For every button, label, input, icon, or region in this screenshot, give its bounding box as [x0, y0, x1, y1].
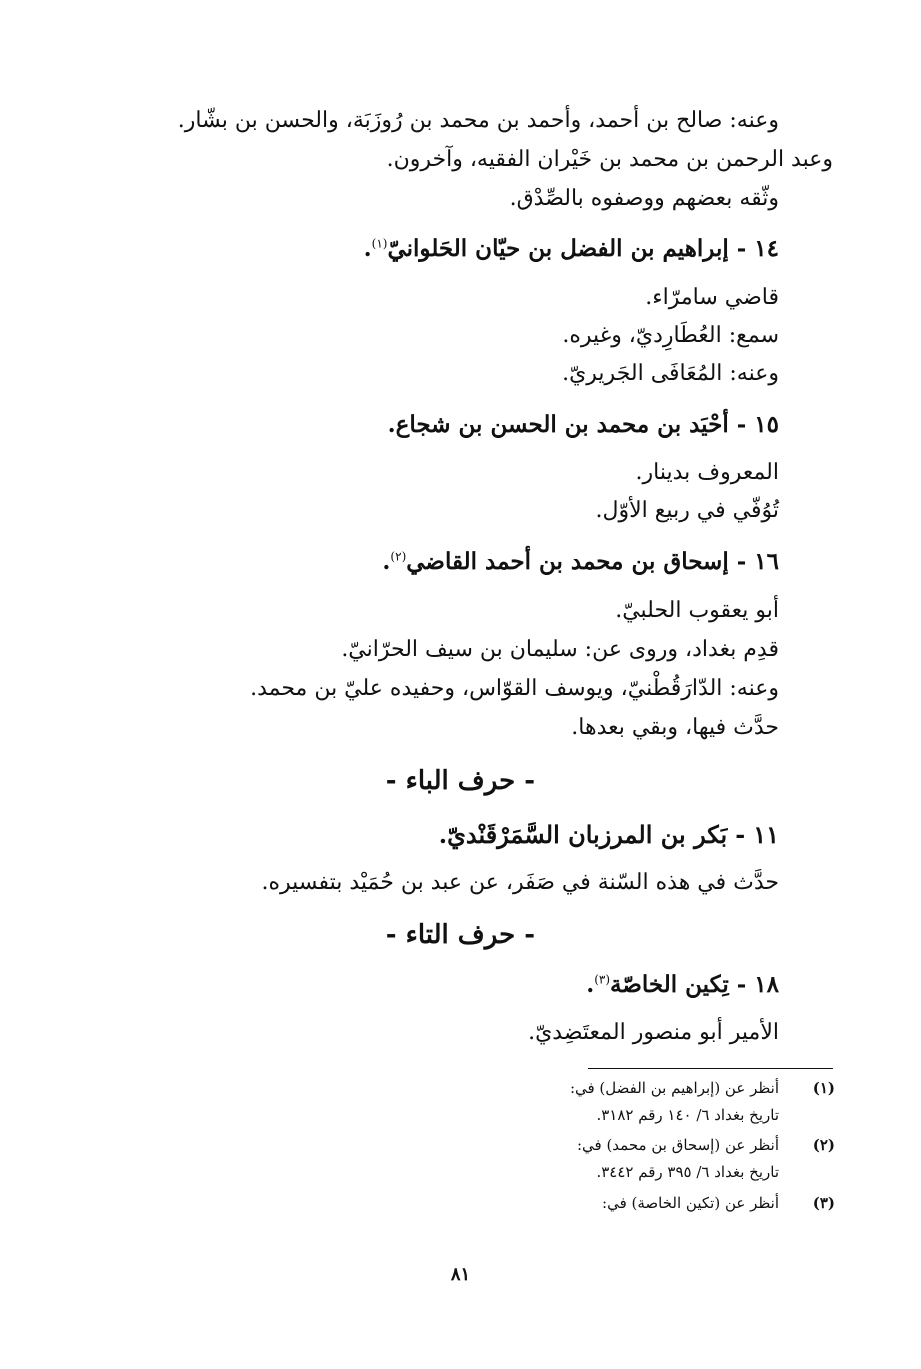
entry-heading	[364, 232, 779, 266]
entry-suffix: .	[382, 548, 391, 575]
entry-dash: -	[736, 411, 747, 438]
entry-number: ١٦	[754, 548, 779, 575]
footnote-number: (١)	[812, 1079, 835, 1097]
footnote-ref: (٢)	[390, 549, 407, 564]
text-line: وعبد الرحمن بن محمد بن خَيْران الفقيه، وآخرون.	[386, 147, 833, 172]
text-line: قدِم بغداد، وروى عن: سليمان بن سيف الحرّانيّ.	[341, 637, 779, 662]
text-line: أبو يعقوب الحلبيّ.	[615, 598, 779, 623]
page-number: ٨١	[450, 1264, 471, 1285]
entry-number: ١٨	[754, 971, 779, 998]
section-heading-ba: - حرف الباء -	[385, 766, 535, 796]
entry-heading	[439, 818, 779, 852]
entry-dash: -	[735, 820, 746, 849]
section-heading-ta: - حرف التاء -	[385, 920, 535, 950]
footnote-line: تاريخ بغداد ٦/ ١٤٠ رقم ٣١٨٢.	[596, 1106, 779, 1124]
footnote-number: (٣)	[812, 1194, 835, 1212]
entry-heading	[382, 545, 779, 579]
text-line: وعنه: الدّارَقُطْنيّ، ويوسف القوّاس، وحفيده عليّ بن محمد.	[250, 676, 779, 701]
entry-heading	[388, 408, 779, 442]
entry-number: ١١	[753, 820, 779, 849]
entry-title: تِكين الخاصّة	[610, 971, 729, 998]
text-line: قاضي سامرّاء.	[645, 285, 779, 310]
entry-number: ١٤	[754, 235, 779, 262]
entry-number: ١٥	[754, 411, 779, 438]
footnote-line: أنظر عن (تكين الخاصة) في:	[602, 1194, 779, 1212]
text-line: سمع: العُطَارِديّ، وغيره.	[562, 323, 779, 348]
text-line: وعنه: صالح بن أحمد، وأحمد بن محمد بن رُوزَبَة، والحسن بن بشّار.	[177, 108, 779, 133]
text-line: وعنه: المُعَافَى الجَريريّ.	[562, 361, 779, 386]
entry-suffix: .	[387, 411, 396, 438]
entry-title: بَكر بن المرزبان السَّمَرْقَنْديّ.	[438, 820, 728, 849]
footnote-line: أنظر عن (إسحاق بن محمد) في:	[576, 1136, 779, 1154]
text-line: تُوُفّي في ربيع الأوّل.	[595, 498, 779, 523]
entry-dash: -	[736, 548, 747, 575]
entry-suffix: .	[363, 235, 372, 262]
entry-suffix: .	[586, 971, 595, 998]
entry-title: أحْيَد بن محمد بن الحسن بن شجاع	[395, 411, 729, 438]
text-line: المعروف بدينار.	[635, 460, 779, 485]
text-line: وثّقه بعضهم ووصفوه بالصِّدْق.	[509, 186, 779, 211]
entry-title: إسحاق بن محمد بن أحمد القاضي	[406, 548, 729, 575]
entry-heading	[586, 968, 779, 1002]
entry-dash: -	[736, 971, 747, 998]
footnote-number: (٢)	[812, 1136, 835, 1154]
entry-dash: -	[736, 235, 747, 262]
footnote-separator	[588, 1068, 833, 1069]
text-line: حدَّث فيها، وبقي بعدها.	[571, 715, 779, 740]
text-line: الأمير أبو منصور المعتَضِديّ.	[528, 1020, 779, 1045]
text-line: حدَّث في هذه السّنة في صَفَر، عن عبد بن حُمَيْد بتفسيره.	[261, 870, 779, 895]
entry-title: إبراهيم بن الفضل بن حيّان الحَلوانيّ	[387, 235, 729, 262]
footnote-line: تاريخ بغداد ٦/ ٣٩٥ رقم ٣٤٤٢.	[596, 1163, 779, 1181]
footnote-ref: (٣)	[594, 972, 611, 987]
footnote-ref: (١)	[371, 236, 388, 251]
footnote-line: أنظر عن (إبراهيم بن الفضل) في:	[569, 1079, 779, 1097]
